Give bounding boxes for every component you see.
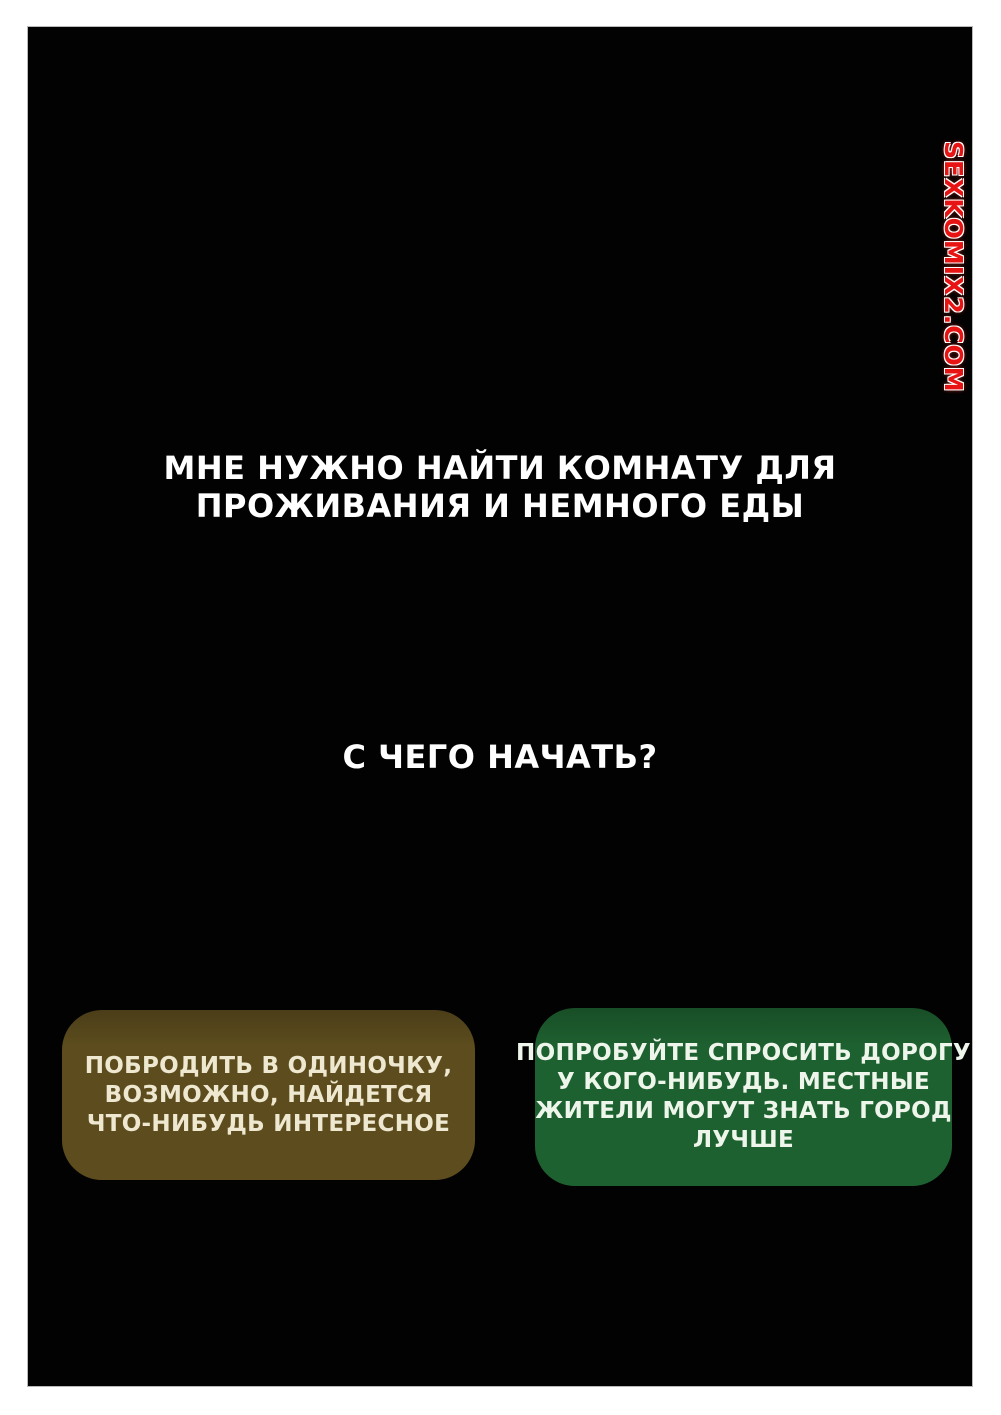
choice-button-ask-directions[interactable]	[516, 1008, 971, 1186]
choice-line: ЧТО-НИБУДЬ ИНТЕРЕСНОЕ	[86, 1110, 451, 1137]
choice-line: ВОЗМОЖНО, НАЙДЕТСЯ	[104, 1081, 433, 1108]
choice-button-wander-alone[interactable]	[62, 1010, 475, 1180]
question-text: С ЧЕГО НАЧАТЬ?	[342, 738, 658, 776]
dialogue-line-1: МНЕ НУЖНО НАЙТИ КОМНАТУ ДЛЯ	[163, 449, 837, 487]
site-watermark: SEXKOMIX2.COM	[939, 141, 968, 393]
choice-line: ЖИТЕЛИ МОГУТ ЗНАТЬ ГОРОД	[535, 1098, 952, 1124]
choice-line: ПОБРОДИТЬ В ОДИНОЧКУ,	[84, 1052, 453, 1079]
choice-line: ПОПРОБУЙТЕ СПРОСИТЬ ДОРОГУ	[516, 1040, 971, 1066]
choice-line: У КОГО-НИБУДЬ. МЕСТНЫЕ	[557, 1069, 930, 1095]
dialogue-line-2: ПРОЖИВАНИЯ И НЕМНОГО ЕДЫ	[195, 487, 805, 525]
dialogue-text	[28, 449, 972, 525]
choice-line: ЛУЧШЕ	[692, 1127, 795, 1153]
